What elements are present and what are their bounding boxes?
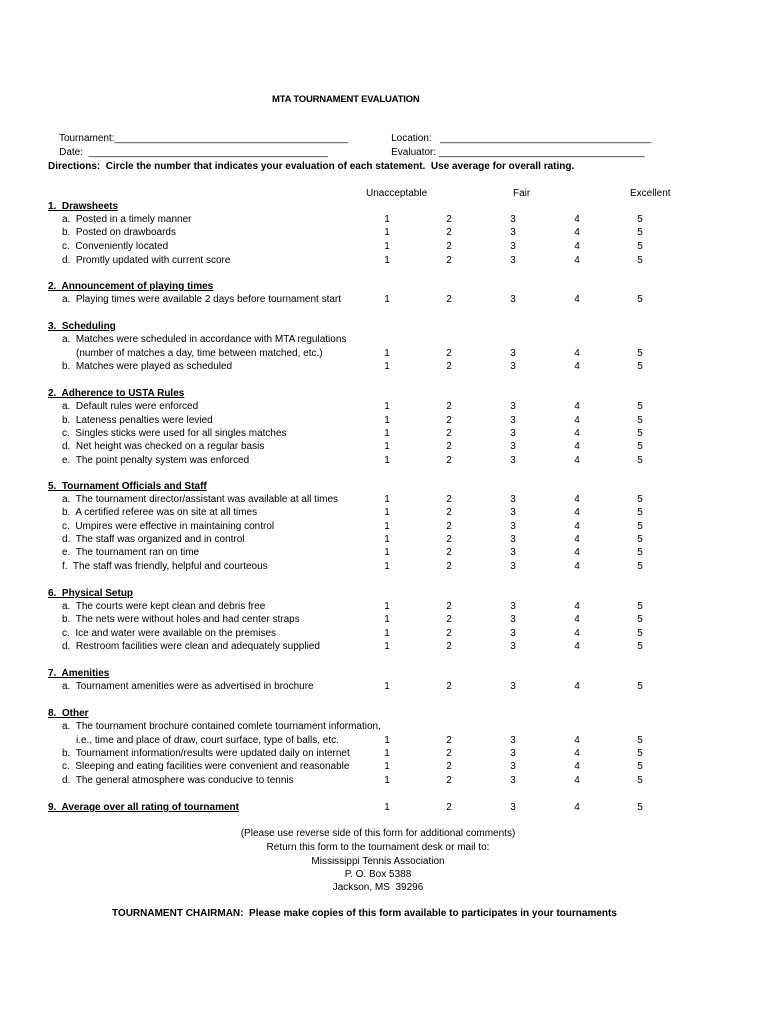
section-heading: 5. Tournament Officials and Staff xyxy=(48,481,207,492)
evaluator-label: Evaluator: xyxy=(391,147,437,158)
section-heading: 2. Adherence to USTA Rules xyxy=(48,388,185,399)
rating-option[interactable]: 4 xyxy=(574,401,580,412)
rating-option[interactable]: 5 xyxy=(637,227,643,238)
rating-option[interactable]: 3 xyxy=(510,455,516,466)
rating-option[interactable]: 4 xyxy=(574,507,580,518)
item-statement: d. The general atmosphere was conducive to tennis xyxy=(62,775,294,786)
rating-option[interactable]: 4 xyxy=(574,361,580,372)
rating-option[interactable]: 5 xyxy=(637,441,643,452)
location-label: Location: xyxy=(391,133,432,144)
tournament-blank[interactable]: __________________________________________ xyxy=(114,133,349,144)
rating-option[interactable]: 2 xyxy=(446,348,452,359)
rating-option[interactable]: 3 xyxy=(510,241,516,252)
rating-option[interactable]: 2 xyxy=(446,361,452,372)
section-heading: 6. Physical Setup xyxy=(48,588,134,599)
rating-option[interactable]: 1 xyxy=(384,547,390,558)
rating-option[interactable]: 1 xyxy=(384,561,390,572)
rating-option[interactable]: 4 xyxy=(574,241,580,252)
rating-option[interactable]: 5 xyxy=(637,561,643,572)
rating-option[interactable]: 5 xyxy=(637,748,643,759)
rating-option[interactable]: 5 xyxy=(637,428,643,439)
form-title: MTA TOURNAMENT EVALUATION xyxy=(272,94,420,105)
rating-option[interactable]: 1 xyxy=(384,348,390,359)
rating-option[interactable]: 2 xyxy=(446,521,452,532)
item-statement: f. The staff was friendly, helpful and courteous xyxy=(62,561,268,572)
item-statement: d. Promtly updated with current score xyxy=(62,255,231,266)
scale-low: Unacceptable xyxy=(366,188,428,199)
rating-option[interactable]: 3 xyxy=(510,775,516,786)
rating-option[interactable]: 1 xyxy=(384,775,390,786)
rating-option[interactable]: 4 xyxy=(574,227,580,238)
rating-option[interactable]: 5 xyxy=(637,521,643,532)
rating-option[interactable]: 3 xyxy=(510,494,516,505)
item-statement: d. Restroom facilities were clean and adequately supplied xyxy=(62,641,320,652)
rating-option[interactable]: 1 xyxy=(384,802,390,813)
rating-option[interactable]: 5 xyxy=(637,455,643,466)
rating-option[interactable]: 1 xyxy=(384,761,390,772)
rating-option[interactable]: 5 xyxy=(637,255,643,266)
rating-option[interactable]: 1 xyxy=(384,628,390,639)
item-statement: a. The tournament director/assistant was available at all times xyxy=(62,494,339,505)
directions: Directions: Circle the number that indicates your evaluation of each statement. Use average for overall rating. xyxy=(48,161,575,172)
rating-option[interactable]: 1 xyxy=(384,735,390,746)
rating-option[interactable]: 1 xyxy=(384,441,390,452)
rating-option[interactable]: 1 xyxy=(384,294,390,305)
rating-option[interactable]: 4 xyxy=(574,681,580,692)
item-statement: a. Tournament amenities were as advertised in brochure xyxy=(62,681,314,692)
rating-option[interactable]: 1 xyxy=(384,415,390,426)
item-statement: b. Lateness penalties were levied xyxy=(62,415,213,426)
rating-option[interactable]: 2 xyxy=(446,255,452,266)
rating-option[interactable]: 4 xyxy=(574,561,580,572)
rating-option[interactable]: 5 xyxy=(637,761,643,772)
section-heading: 9. Average over all rating of tournament xyxy=(48,802,239,813)
rating-option[interactable]: 4 xyxy=(574,775,580,786)
rating-option[interactable]: 4 xyxy=(574,214,580,225)
rating-option[interactable]: 5 xyxy=(637,361,643,372)
item-statement-cont: (number of matches a day, time between matched, etc.) xyxy=(76,348,323,359)
rating-option[interactable]: 2 xyxy=(446,547,452,558)
rating-option[interactable]: 4 xyxy=(574,494,580,505)
footer-return: Return this form to the tournament desk or mail to: xyxy=(266,842,490,853)
scale-high: Excellent xyxy=(630,188,671,199)
rating-option[interactable]: 2 xyxy=(446,641,452,652)
chairman-note: TOURNAMENT CHAIRMAN: Please make copies of this form available to participates in your tournaments xyxy=(112,908,617,919)
item-statement: c. Umpires were effective in maintaining control xyxy=(62,521,275,532)
rating-option[interactable]: 1 xyxy=(384,681,390,692)
rating-option[interactable]: 5 xyxy=(637,241,643,252)
rating-option[interactable]: 2 xyxy=(446,441,452,452)
rating-option[interactable]: 3 xyxy=(510,415,516,426)
rating-option[interactable]: 3 xyxy=(510,641,516,652)
section-heading: 1. Drawsheets xyxy=(48,201,119,212)
rating-option[interactable]: 5 xyxy=(637,507,643,518)
rating-option[interactable]: 4 xyxy=(574,415,580,426)
rating-option[interactable]: 4 xyxy=(574,601,580,612)
rating-option[interactable]: 5 xyxy=(637,294,643,305)
item-statement: e. The tournament ran on time xyxy=(62,547,200,558)
date-label: Date: xyxy=(59,147,84,158)
rating-option[interactable]: 1 xyxy=(384,641,390,652)
rating-option[interactable]: 1 xyxy=(384,507,390,518)
rating-option[interactable]: 5 xyxy=(637,641,643,652)
rating-option[interactable]: 3 xyxy=(510,614,516,625)
rating-option[interactable]: 1 xyxy=(384,214,390,225)
rating-option[interactable]: 3 xyxy=(510,534,516,545)
rating-option[interactable]: 4 xyxy=(574,255,580,266)
rating-option[interactable]: 1 xyxy=(384,361,390,372)
item-statement: e. The point penalty system was enforced xyxy=(62,455,250,466)
rating-option[interactable]: 1 xyxy=(384,227,390,238)
rating-option[interactable]: 2 xyxy=(446,415,452,426)
rating-option[interactable]: 4 xyxy=(574,534,580,545)
rating-option[interactable]: 1 xyxy=(384,614,390,625)
item-statement: a. Default rules were enforced xyxy=(62,401,199,412)
rating-option[interactable]: 2 xyxy=(446,735,452,746)
rating-option[interactable]: 5 xyxy=(637,681,643,692)
rating-option[interactable]: 5 xyxy=(637,348,643,359)
rating-option[interactable]: 3 xyxy=(510,401,516,412)
rating-option[interactable]: 5 xyxy=(637,534,643,545)
rating-option[interactable]: 2 xyxy=(446,507,452,518)
rating-option[interactable]: 3 xyxy=(510,748,516,759)
rating-option[interactable]: 2 xyxy=(446,628,452,639)
rating-option[interactable]: 5 xyxy=(637,601,643,612)
item-statement: a. Posted in a timely manner xyxy=(62,214,192,225)
rating-option[interactable]: 4 xyxy=(574,628,580,639)
date-blank[interactable]: ___________________________________________ xyxy=(83,147,328,158)
item-statement: a. The tournament brochure contained comlete tournament information, xyxy=(62,721,381,732)
rating-option[interactable]: 3 xyxy=(510,227,516,238)
item-statement: b. A certified referee was on site at all times xyxy=(62,507,258,518)
rating-option[interactable]: 1 xyxy=(384,241,390,252)
rating-option[interactable]: 2 xyxy=(446,455,452,466)
rating-option[interactable]: 3 xyxy=(510,255,516,266)
rating-option[interactable]: 2 xyxy=(446,681,452,692)
rating-option[interactable]: 2 xyxy=(446,214,452,225)
section-heading: 2. Announcement of playing times xyxy=(48,281,214,292)
rating-option[interactable]: 1 xyxy=(384,455,390,466)
rating-option[interactable]: 2 xyxy=(446,494,452,505)
item-statement: b. Tournament information/results were updated daily on internet xyxy=(62,748,350,759)
rating-option[interactable]: 4 xyxy=(574,455,580,466)
item-statement: c. Singles sticks were used for all singles matches xyxy=(62,428,287,439)
item-statement-cont: i.e., time and place of draw, court surface, type of balls, etc. xyxy=(76,735,339,746)
rating-option[interactable]: 2 xyxy=(446,561,452,572)
item-statement: b. The nets were without holes and had center straps xyxy=(62,614,300,625)
rating-option[interactable]: 5 xyxy=(637,401,643,412)
section-heading: 7. Amenities xyxy=(48,668,110,679)
rating-option[interactable]: 2 xyxy=(446,294,452,305)
rating-option[interactable]: 2 xyxy=(446,534,452,545)
rating-option[interactable]: 2 xyxy=(446,401,452,412)
evaluator-blank[interactable]: _____________________________________ xyxy=(436,147,645,158)
rating-option[interactable]: 4 xyxy=(574,802,580,813)
item-statement: a. Playing times were available 2 days before tournament start xyxy=(62,294,342,305)
rating-option[interactable]: 5 xyxy=(637,735,643,746)
item-statement: d. Net height was checked on a regular basis xyxy=(62,441,265,452)
rating-option[interactable]: 1 xyxy=(384,521,390,532)
item-statement: c. Conveniently located xyxy=(62,241,169,252)
item-statement: a. Matches were scheduled in accordance with MTA regulations xyxy=(62,334,347,345)
rating-option[interactable]: 4 xyxy=(574,641,580,652)
tournament-label: Tournament: xyxy=(58,133,115,144)
rating-option[interactable]: 3 xyxy=(510,507,516,518)
rating-option[interactable]: 3 xyxy=(510,521,516,532)
rating-option[interactable]: 3 xyxy=(510,561,516,572)
rating-option[interactable]: 5 xyxy=(637,775,643,786)
rating-option[interactable]: 5 xyxy=(637,494,643,505)
rating-option[interactable]: 3 xyxy=(510,441,516,452)
rating-option[interactable]: 1 xyxy=(384,748,390,759)
rating-option[interactable]: 2 xyxy=(446,428,452,439)
rating-option[interactable]: 4 xyxy=(574,348,580,359)
rating-option[interactable]: 2 xyxy=(446,775,452,786)
rating-option[interactable]: 2 xyxy=(446,241,452,252)
item-statement: b. Posted on drawboards xyxy=(62,227,176,238)
section-heading: 3. Scheduling xyxy=(48,321,116,332)
rating-option[interactable]: 3 xyxy=(510,735,516,746)
rating-option[interactable]: 3 xyxy=(510,361,516,372)
footer-pobox: P. O. Box 5388 xyxy=(344,869,412,880)
section-heading: 8. Other xyxy=(48,708,89,719)
rating-option[interactable]: 3 xyxy=(510,761,516,772)
item-statement: c. Ice and water were available on the premises xyxy=(62,628,276,639)
rating-option[interactable]: 4 xyxy=(574,547,580,558)
rating-option[interactable]: 1 xyxy=(384,534,390,545)
item-statement: d. The staff was organized and in control xyxy=(62,534,245,545)
rating-option[interactable]: 4 xyxy=(574,735,580,746)
rating-option[interactable]: 2 xyxy=(446,748,452,759)
rating-option[interactable]: 4 xyxy=(574,294,580,305)
rating-option[interactable]: 4 xyxy=(574,441,580,452)
rating-option[interactable]: 5 xyxy=(637,802,643,813)
rating-option[interactable]: 3 xyxy=(510,802,516,813)
rating-option[interactable]: 4 xyxy=(574,748,580,759)
item-statement: b. Matches were played as scheduled xyxy=(62,361,233,372)
item-statement: a. The courts were kept clean and debris free xyxy=(62,601,266,612)
scale-mid: Fair xyxy=(513,188,531,199)
rating-option[interactable]: 3 xyxy=(510,547,516,558)
rating-option[interactable]: 4 xyxy=(574,521,580,532)
rating-option[interactable]: 3 xyxy=(510,428,516,439)
rating-option[interactable]: 2 xyxy=(446,802,452,813)
rating-option[interactable]: 2 xyxy=(446,601,452,612)
rating-option[interactable]: 5 xyxy=(637,628,643,639)
rating-option[interactable]: 4 xyxy=(574,428,580,439)
rating-option[interactable]: 2 xyxy=(446,227,452,238)
rating-option[interactable]: 1 xyxy=(384,401,390,412)
rating-option[interactable]: 5 xyxy=(637,214,643,225)
rating-option[interactable]: 1 xyxy=(384,601,390,612)
location-blank[interactable]: ______________________________________ xyxy=(431,133,652,144)
rating-option[interactable]: 1 xyxy=(384,494,390,505)
rating-option[interactable]: 3 xyxy=(510,348,516,359)
item-statement: c. Sleeping and eating facilities were convenient and reasonable xyxy=(62,761,350,772)
rating-option[interactable]: 3 xyxy=(510,681,516,692)
rating-option[interactable]: 3 xyxy=(510,214,516,225)
rating-option[interactable]: 5 xyxy=(637,415,643,426)
rating-option[interactable]: 1 xyxy=(384,428,390,439)
rating-option[interactable]: 2 xyxy=(446,761,452,772)
rating-option[interactable]: 3 xyxy=(510,628,516,639)
rating-option[interactable]: 4 xyxy=(574,614,580,625)
rating-option[interactable]: 1 xyxy=(384,255,390,266)
footer-city: Jackson, MS 39296 xyxy=(332,882,424,893)
rating-option[interactable]: 5 xyxy=(637,614,643,625)
rating-option[interactable]: 2 xyxy=(446,614,452,625)
rating-option[interactable]: 3 xyxy=(510,601,516,612)
footer-org: Mississippi Tennis Association xyxy=(311,856,445,867)
rating-option[interactable]: 4 xyxy=(574,761,580,772)
footer-comments: (Please use reverse side of this form for additional comments) xyxy=(240,828,516,839)
rating-option[interactable]: 5 xyxy=(637,547,643,558)
rating-option[interactable]: 3 xyxy=(510,294,516,305)
